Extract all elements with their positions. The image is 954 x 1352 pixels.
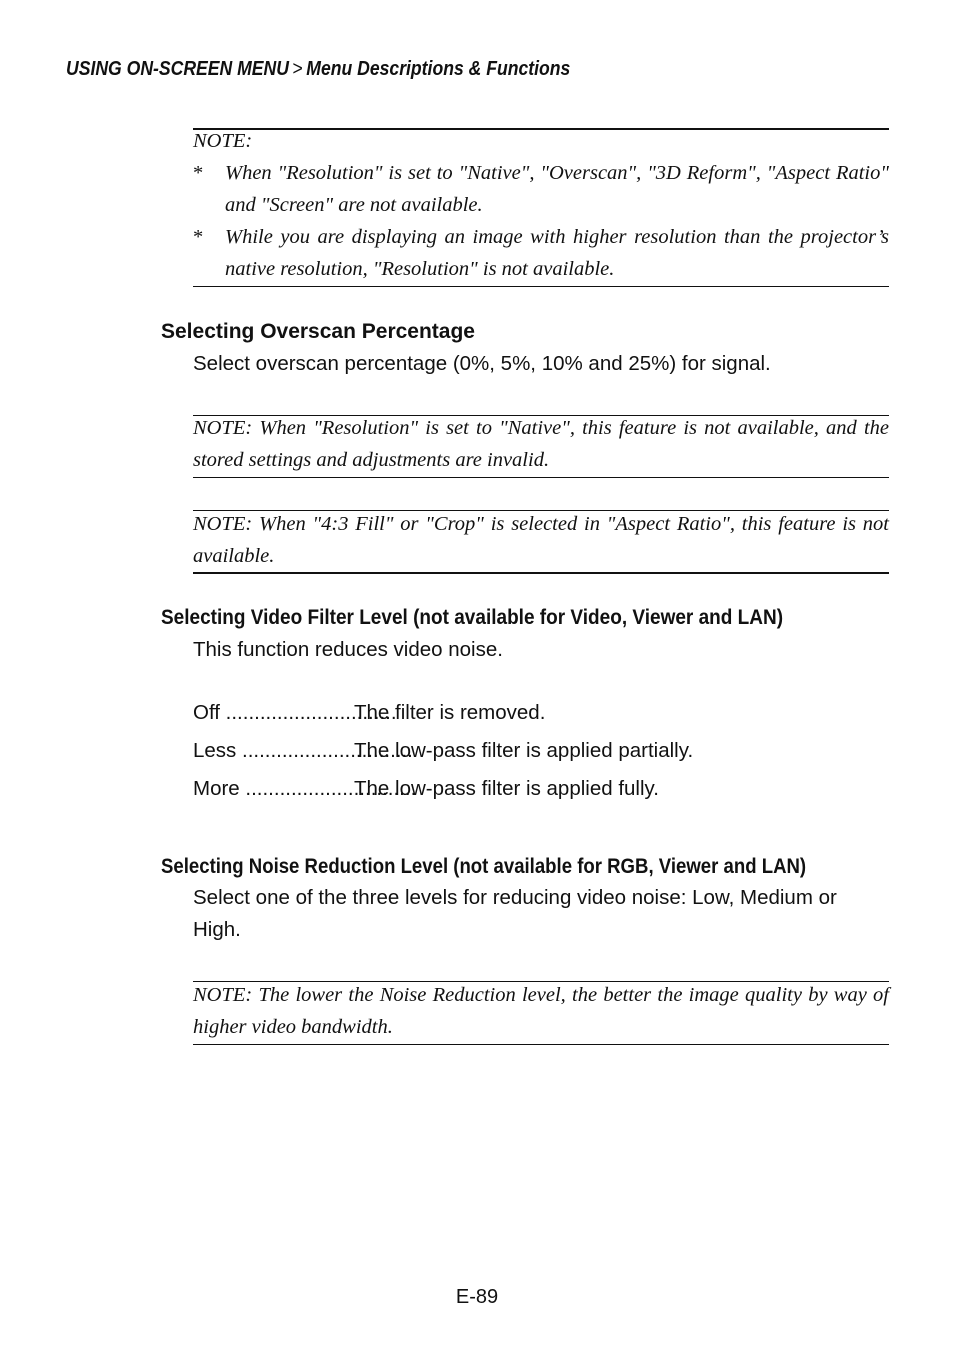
note-bottom-rule [193, 1044, 889, 1045]
note-item [193, 221, 889, 285]
overscan-note-b: NOTE: When "4:3 Fill" or "Crop" is selected in "Aspect Ratio", this feature is not available. [193, 513, 889, 567]
filter-option-row [193, 739, 693, 763]
header-separator: > [292, 58, 303, 80]
noise-reduction-heading: Selecting Noise Reduction Level (not available for RGB, Viewer and LAN) [161, 855, 807, 878]
note-label: NOTE: [193, 130, 253, 152]
page-number: E-89 [455, 1286, 499, 1308]
header-subsection: Menu Descriptions & Functions [306, 58, 571, 80]
bullet-star: * [193, 162, 204, 184]
note-item-text: When "Resolution" is set to "Native", "Overscan", "3D Reform", "Aspect Ratio" and "Screen" are not available. [225, 162, 889, 216]
running-header [66, 58, 570, 81]
filter-option-desc: The filter is removed. [354, 701, 546, 724]
header-section: USING ON-SCREEN MENU [66, 58, 289, 80]
note-bottom-rule [193, 572, 889, 574]
filter-option-name: Off .............................. [193, 701, 397, 724]
filter-option-desc: The low-pass filter is applied partially. [354, 739, 694, 762]
overscan-body: Select overscan percentage (0%, 5%, 10% and 25%) for signal. [193, 352, 771, 375]
note-item-text: While you are displaying an image with higher resolution than the projector’s native resolution, "Resolution" is not available. [225, 226, 889, 280]
video-filter-heading: Selecting Video Filter Level (not available for Video, Viewer and LAN) [161, 606, 784, 629]
overscan-heading: Selecting Overscan Percentage [161, 320, 475, 343]
filter-option-row [193, 777, 659, 801]
note-bottom-rule [193, 477, 889, 478]
filter-option-name: More .............................. [193, 777, 417, 800]
noise-reduction-body: Select one of the three levels for reducing video noise: Low, Medium or High. [193, 886, 837, 941]
bullet-star: * [193, 226, 204, 248]
overscan-note-a: NOTE: When "Resolution" is set to "Native", this feature is not available, and the stored settings and adjustments are invalid. [193, 417, 889, 471]
video-filter-body: This function reduces video noise. [193, 638, 503, 661]
noise-reduction-note: NOTE: The lower the Noise Reduction level, the better the image quality by way of higher video bandwidth. [193, 984, 889, 1038]
note-bottom-rule [193, 286, 889, 287]
filter-option-row [193, 701, 545, 725]
note-resolution-block [193, 125, 889, 285]
filter-option-desc: The low-pass filter is applied fully. [354, 777, 659, 800]
note-item [193, 157, 889, 221]
filter-option-name: Less .............................. [193, 739, 413, 762]
